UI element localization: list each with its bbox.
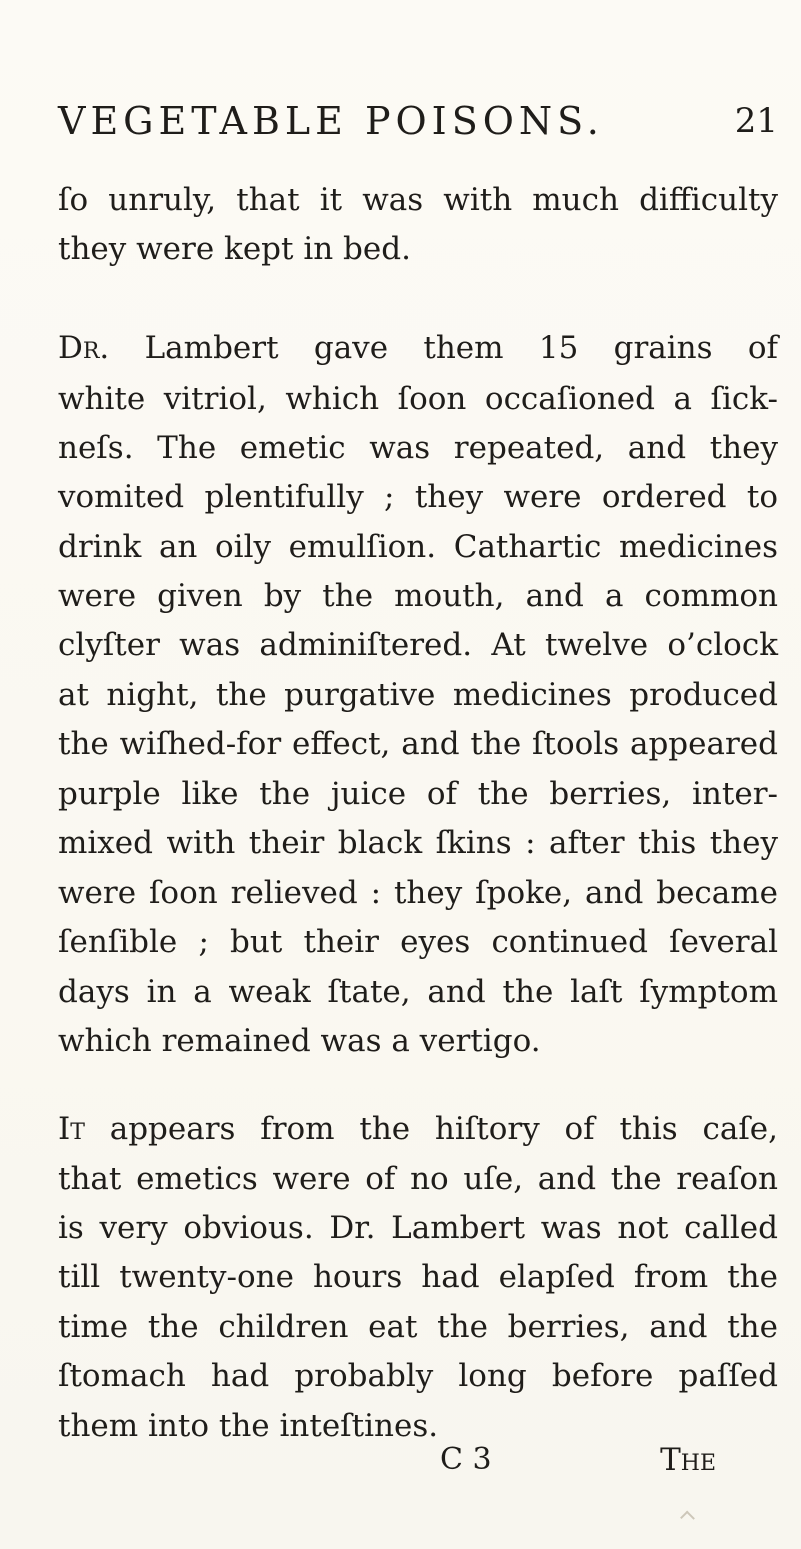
text-line: ſo unruly, that it was with much difficulty (58, 182, 778, 218)
lead-word: Dr. (58, 330, 110, 366)
text-line: neſs. The emetic was repeated, and they (58, 430, 778, 466)
text-line: drink an oily emulſion. Cathartic medicines (58, 529, 778, 565)
text-line: at night, the purgative medicines produced (58, 677, 778, 713)
text-line: which remained was a vertigo. (58, 1023, 541, 1059)
running-title: VEGETABLE POISONS. (58, 99, 604, 143)
text-line: ſenſible ; but their eyes continued ſeveral (58, 924, 778, 960)
text-line: till twenty-one hours had elapſed from the (58, 1259, 778, 1295)
running-head (58, 99, 778, 152)
text-line: were given by the mouth, and a common (58, 578, 778, 614)
lead-word: It (58, 1111, 85, 1147)
text-line: white vitriol, which ſoon occaſioned a ſick- (58, 381, 778, 417)
text-line: they were kept in bed. (58, 231, 411, 267)
footer-catchline (58, 1442, 778, 1490)
text-line: were ſoon relieved : they ſpoke, and became (58, 875, 778, 911)
signature-mark: C 3 (440, 1442, 492, 1477)
page-number: 21 (734, 101, 778, 141)
text-line: vomited plentifully ; they were ordered to (58, 479, 778, 515)
text-line: It appears from the hiſtory of this caſe, (58, 1111, 778, 1147)
print-mark (680, 1511, 695, 1526)
text-line: time the children eat the berries, and the (58, 1309, 778, 1345)
text-line: ſtomach had probably long before paſſed (58, 1358, 778, 1394)
text-line: mixed with their black ſkins : after this they (58, 825, 778, 861)
text-line: them into the inteſtines. (58, 1408, 439, 1444)
text-line: Dr. Lambert gave them 15 grains of (58, 330, 778, 366)
catchword: The (660, 1442, 716, 1478)
text-line: is very obvious. Dr. Lambert was not called (58, 1210, 778, 1246)
text-line: the wiſhed-for effect, and the ſtools appeared (58, 726, 778, 762)
text-line: purple like the juice of the berries, inter- (58, 776, 778, 812)
text-line: days in a weak ſtate, and the laſt ſymptom (58, 974, 778, 1010)
text-line: that emetics were of no uſe, and the reaſon (58, 1161, 778, 1197)
text-line: clyſter was adminiſtered. At twelve o’clock (58, 627, 778, 663)
